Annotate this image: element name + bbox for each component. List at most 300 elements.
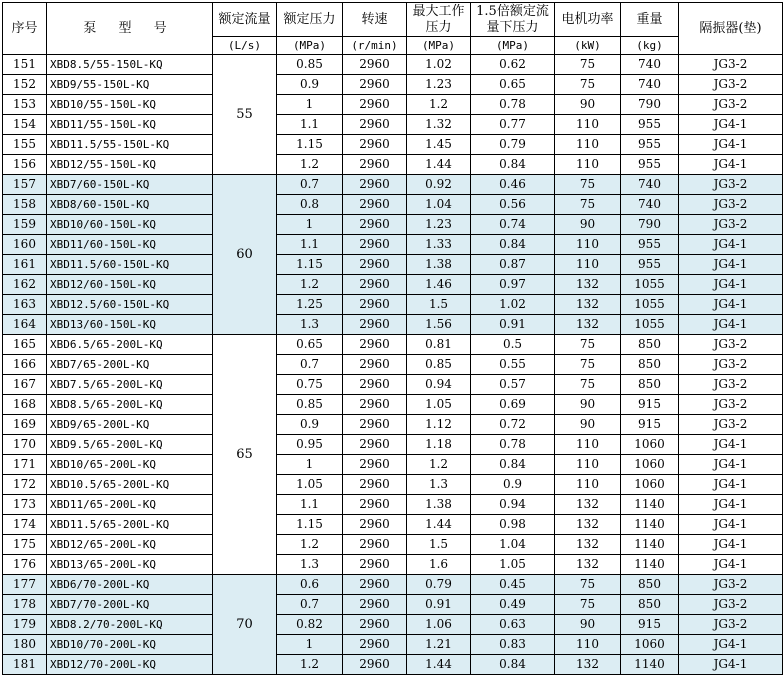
weight-cell: 1140 <box>621 535 679 555</box>
max-pressure-cell: 1.23 <box>407 75 471 95</box>
header-no: 序号 <box>3 3 47 55</box>
row-no-cell: 159 <box>3 215 47 235</box>
pressure-cell: 0.8 <box>277 195 343 215</box>
max-pressure-cell: 1.18 <box>407 435 471 455</box>
isolator-cell: JG4-1 <box>679 635 783 655</box>
model-cell: XBD10/55-150L-KQ <box>47 95 213 115</box>
unit-max-pressure: (MPa) <box>407 37 471 55</box>
speed-cell: 2960 <box>343 295 407 315</box>
isolator-cell: JG3-2 <box>679 615 783 635</box>
row-no-cell: 175 <box>3 535 47 555</box>
table-row <box>3 415 783 435</box>
row-no-cell: 158 <box>3 195 47 215</box>
pressure-cell: 0.6 <box>277 575 343 595</box>
weight-cell: 955 <box>621 115 679 135</box>
model-cell: XBD12/60-150L-KQ <box>47 275 213 295</box>
speed-cell: 2960 <box>343 255 407 275</box>
weight-cell: 1060 <box>621 635 679 655</box>
speed-cell: 2960 <box>343 235 407 255</box>
row-no-cell: 171 <box>3 455 47 475</box>
isolator-cell: JG3-2 <box>679 55 783 75</box>
pressure-cell: 0.85 <box>277 55 343 75</box>
weight-cell: 915 <box>621 415 679 435</box>
row-no-cell: 165 <box>3 335 47 355</box>
pressure-1-5-cell: 0.84 <box>471 235 555 255</box>
isolator-cell: JG4-1 <box>679 115 783 135</box>
isolator-cell: JG3-2 <box>679 95 783 115</box>
weight-cell: 1055 <box>621 315 679 335</box>
pressure-cell: 0.7 <box>277 175 343 195</box>
speed-cell: 2960 <box>343 355 407 375</box>
max-pressure-cell: 1.38 <box>407 495 471 515</box>
max-pressure-cell: 0.79 <box>407 575 471 595</box>
header-pressure-1-5: 1.5倍额定流量下压力 <box>471 3 555 37</box>
speed-cell: 2960 <box>343 175 407 195</box>
isolator-cell: JG3-2 <box>679 335 783 355</box>
header-weight: 重量 <box>621 3 679 37</box>
table-row <box>3 75 783 95</box>
power-cell: 75 <box>555 595 621 615</box>
weight-cell: 1060 <box>621 435 679 455</box>
pressure-cell: 1.3 <box>277 555 343 575</box>
row-no-cell: 179 <box>3 615 47 635</box>
pressure-1-5-cell: 0.65 <box>471 75 555 95</box>
speed-cell: 2960 <box>343 275 407 295</box>
power-cell: 110 <box>555 635 621 655</box>
max-pressure-cell: 1.56 <box>407 315 471 335</box>
speed-cell: 2960 <box>343 315 407 335</box>
model-cell: XBD10/60-150L-KQ <box>47 215 213 235</box>
weight-cell: 1140 <box>621 555 679 575</box>
flow-group-cell: 60 <box>213 175 277 335</box>
row-no-cell: 173 <box>3 495 47 515</box>
isolator-cell: JG4-1 <box>679 655 783 675</box>
table-row <box>3 55 783 75</box>
speed-cell: 2960 <box>343 515 407 535</box>
isolator-cell: JG4-1 <box>679 135 783 155</box>
row-no-cell: 162 <box>3 275 47 295</box>
header-model: 泵 型 号 <box>47 3 213 55</box>
weight-cell: 850 <box>621 575 679 595</box>
power-cell: 90 <box>555 615 621 635</box>
model-cell: XBD10.5/65-200L-KQ <box>47 475 213 495</box>
speed-cell: 2960 <box>343 335 407 355</box>
table-body <box>3 55 783 675</box>
row-no-cell: 156 <box>3 155 47 175</box>
row-no-cell: 164 <box>3 315 47 335</box>
max-pressure-cell: 1.05 <box>407 395 471 415</box>
isolator-cell: JG4-1 <box>679 515 783 535</box>
pressure-cell: 1.2 <box>277 155 343 175</box>
weight-cell: 1140 <box>621 655 679 675</box>
power-cell: 132 <box>555 315 621 335</box>
model-cell: XBD11/65-200L-KQ <box>47 495 213 515</box>
pressure-cell: 0.95 <box>277 435 343 455</box>
weight-cell: 915 <box>621 395 679 415</box>
power-cell: 110 <box>555 115 621 135</box>
isolator-cell: JG3-2 <box>679 355 783 375</box>
row-no-cell: 180 <box>3 635 47 655</box>
model-cell: XBD12/70-200L-KQ <box>47 655 213 675</box>
max-pressure-cell: 1.44 <box>407 515 471 535</box>
table-row <box>3 375 783 395</box>
header-flow: 额定流量 <box>213 3 277 37</box>
max-pressure-cell: 1.21 <box>407 635 471 655</box>
pressure-cell: 0.7 <box>277 355 343 375</box>
weight-cell: 740 <box>621 55 679 75</box>
model-cell: XBD11.5/65-200L-KQ <box>47 515 213 535</box>
pressure-cell: 0.82 <box>277 615 343 635</box>
power-cell: 75 <box>555 375 621 395</box>
pressure-cell: 1 <box>277 635 343 655</box>
pressure-1-5-cell: 0.62 <box>471 55 555 75</box>
table-row <box>3 495 783 515</box>
pressure-1-5-cell: 0.69 <box>471 395 555 415</box>
speed-cell: 2960 <box>343 55 407 75</box>
pressure-1-5-cell: 0.84 <box>471 455 555 475</box>
pressure-1-5-cell: 1.02 <box>471 295 555 315</box>
weight-cell: 1060 <box>621 455 679 475</box>
pressure-1-5-cell: 0.78 <box>471 95 555 115</box>
model-cell: XBD6.5/65-200L-KQ <box>47 335 213 355</box>
speed-cell: 2960 <box>343 575 407 595</box>
pressure-1-5-cell: 0.84 <box>471 155 555 175</box>
isolator-cell: JG4-1 <box>679 155 783 175</box>
speed-cell: 2960 <box>343 215 407 235</box>
speed-cell: 2960 <box>343 475 407 495</box>
pressure-cell: 1.1 <box>277 235 343 255</box>
max-pressure-cell: 1.44 <box>407 155 471 175</box>
max-pressure-cell: 1.44 <box>407 655 471 675</box>
row-no-cell: 181 <box>3 655 47 675</box>
power-cell: 132 <box>555 495 621 515</box>
speed-cell: 2960 <box>343 435 407 455</box>
row-no-cell: 161 <box>3 255 47 275</box>
model-cell: XBD7/70-200L-KQ <box>47 595 213 615</box>
isolator-cell: JG3-2 <box>679 575 783 595</box>
model-cell: XBD11/60-150L-KQ <box>47 235 213 255</box>
isolator-cell: JG3-2 <box>679 395 783 415</box>
pressure-cell: 1.2 <box>277 535 343 555</box>
pressure-cell: 0.7 <box>277 595 343 615</box>
pressure-1-5-cell: 0.55 <box>471 355 555 375</box>
header-isolator: 隔振器(垫) <box>679 3 783 55</box>
pressure-cell: 0.9 <box>277 415 343 435</box>
model-cell: XBD11.5/60-150L-KQ <box>47 255 213 275</box>
max-pressure-cell: 1.46 <box>407 275 471 295</box>
isolator-cell: JG4-1 <box>679 315 783 335</box>
model-cell: XBD9.5/65-200L-KQ <box>47 435 213 455</box>
flow-group-cell: 70 <box>213 575 277 675</box>
row-no-cell: 178 <box>3 595 47 615</box>
max-pressure-cell: 1.5 <box>407 295 471 315</box>
header-pressure: 额定压力 <box>277 3 343 37</box>
weight-cell: 850 <box>621 355 679 375</box>
table-row <box>3 215 783 235</box>
table-row <box>3 635 783 655</box>
table-row <box>3 95 783 115</box>
row-no-cell: 177 <box>3 575 47 595</box>
table-row <box>3 195 783 215</box>
pressure-cell: 1.1 <box>277 115 343 135</box>
row-no-cell: 152 <box>3 75 47 95</box>
weight-cell: 850 <box>621 375 679 395</box>
weight-cell: 955 <box>621 235 679 255</box>
isolator-cell: JG3-2 <box>679 415 783 435</box>
weight-cell: 790 <box>621 95 679 115</box>
model-cell: XBD10/65-200L-KQ <box>47 455 213 475</box>
table-row <box>3 595 783 615</box>
isolator-cell: JG3-2 <box>679 375 783 395</box>
max-pressure-cell: 1.45 <box>407 135 471 155</box>
power-cell: 75 <box>555 55 621 75</box>
isolator-cell: JG3-2 <box>679 595 783 615</box>
speed-cell: 2960 <box>343 95 407 115</box>
pressure-1-5-cell: 0.77 <box>471 115 555 135</box>
weight-cell: 740 <box>621 175 679 195</box>
model-cell: XBD9/55-150L-KQ <box>47 75 213 95</box>
pressure-1-5-cell: 0.57 <box>471 375 555 395</box>
max-pressure-cell: 1.3 <box>407 475 471 495</box>
header-speed: 转速 <box>343 3 407 37</box>
model-cell: XBD9/65-200L-KQ <box>47 415 213 435</box>
max-pressure-cell: 1.23 <box>407 215 471 235</box>
pressure-cell: 1.15 <box>277 135 343 155</box>
speed-cell: 2960 <box>343 655 407 675</box>
model-cell: XBD7/60-150L-KQ <box>47 175 213 195</box>
table-row <box>3 255 783 275</box>
isolator-cell: JG4-1 <box>679 435 783 455</box>
pressure-cell: 1 <box>277 455 343 475</box>
speed-cell: 2960 <box>343 555 407 575</box>
power-cell: 132 <box>555 275 621 295</box>
max-pressure-cell: 1.33 <box>407 235 471 255</box>
isolator-cell: JG4-1 <box>679 535 783 555</box>
pressure-cell: 1.15 <box>277 515 343 535</box>
table-row <box>3 615 783 635</box>
row-no-cell: 172 <box>3 475 47 495</box>
speed-cell: 2960 <box>343 135 407 155</box>
pressure-1-5-cell: 0.9 <box>471 475 555 495</box>
max-pressure-cell: 1.06 <box>407 615 471 635</box>
max-pressure-cell: 1.38 <box>407 255 471 275</box>
table-row <box>3 555 783 575</box>
power-cell: 110 <box>555 435 621 455</box>
pressure-1-5-cell: 0.97 <box>471 275 555 295</box>
pressure-cell: 1 <box>277 215 343 235</box>
weight-cell: 955 <box>621 135 679 155</box>
weight-cell: 1140 <box>621 515 679 535</box>
weight-cell: 740 <box>621 195 679 215</box>
table-row <box>3 535 783 555</box>
speed-cell: 2960 <box>343 375 407 395</box>
isolator-cell: JG3-2 <box>679 195 783 215</box>
pressure-1-5-cell: 0.5 <box>471 335 555 355</box>
row-no-cell: 174 <box>3 515 47 535</box>
pressure-1-5-cell: 0.63 <box>471 615 555 635</box>
isolator-cell: JG4-1 <box>679 495 783 515</box>
pressure-cell: 0.75 <box>277 375 343 395</box>
model-cell: XBD8.2/70-200L-KQ <box>47 615 213 635</box>
pressure-1-5-cell: 0.79 <box>471 135 555 155</box>
pressure-cell: 1.2 <box>277 655 343 675</box>
isolator-cell: JG3-2 <box>679 175 783 195</box>
max-pressure-cell: 1.04 <box>407 195 471 215</box>
model-cell: XBD13/60-150L-KQ <box>47 315 213 335</box>
isolator-cell: JG3-2 <box>679 75 783 95</box>
model-cell: XBD13/65-200L-KQ <box>47 555 213 575</box>
pressure-1-5-cell: 1.04 <box>471 535 555 555</box>
table-row <box>3 135 783 155</box>
power-cell: 110 <box>555 135 621 155</box>
power-cell: 90 <box>555 215 621 235</box>
header-power: 电机功率 <box>555 3 621 37</box>
row-no-cell: 166 <box>3 355 47 375</box>
flow-group-cell: 65 <box>213 335 277 575</box>
pressure-1-5-cell: 0.49 <box>471 595 555 615</box>
power-cell: 75 <box>555 195 621 215</box>
max-pressure-cell: 0.91 <box>407 595 471 615</box>
speed-cell: 2960 <box>343 155 407 175</box>
pressure-cell: 1.1 <box>277 495 343 515</box>
table-header <box>3 3 783 55</box>
table-row <box>3 575 783 595</box>
max-pressure-cell: 1.2 <box>407 455 471 475</box>
row-no-cell: 151 <box>3 55 47 75</box>
model-cell: XBD6/70-200L-KQ <box>47 575 213 595</box>
model-cell: XBD8.5/65-200L-KQ <box>47 395 213 415</box>
pressure-cell: 1.05 <box>277 475 343 495</box>
power-cell: 110 <box>555 155 621 175</box>
power-cell: 75 <box>555 575 621 595</box>
pressure-1-5-cell: 0.45 <box>471 575 555 595</box>
weight-cell: 850 <box>621 595 679 615</box>
table-row <box>3 475 783 495</box>
table-row <box>3 395 783 415</box>
model-cell: XBD8.5/55-150L-KQ <box>47 55 213 75</box>
table-row <box>3 295 783 315</box>
table-row <box>3 655 783 675</box>
speed-cell: 2960 <box>343 75 407 95</box>
unit-power: (kW) <box>555 37 621 55</box>
max-pressure-cell: 1.02 <box>407 55 471 75</box>
power-cell: 110 <box>555 455 621 475</box>
max-pressure-cell: 0.85 <box>407 355 471 375</box>
isolator-cell: JG4-1 <box>679 275 783 295</box>
pressure-1-5-cell: 0.78 <box>471 435 555 455</box>
weight-cell: 850 <box>621 335 679 355</box>
unit-pressure-1-5: (MPa) <box>471 37 555 55</box>
pressure-1-5-cell: 0.94 <box>471 495 555 515</box>
table-row <box>3 435 783 455</box>
row-no-cell: 160 <box>3 235 47 255</box>
max-pressure-cell: 1.32 <box>407 115 471 135</box>
weight-cell: 955 <box>621 255 679 275</box>
speed-cell: 2960 <box>343 455 407 475</box>
row-no-cell: 154 <box>3 115 47 135</box>
pressure-cell: 0.9 <box>277 75 343 95</box>
row-no-cell: 163 <box>3 295 47 315</box>
table-row <box>3 155 783 175</box>
row-no-cell: 168 <box>3 395 47 415</box>
power-cell: 90 <box>555 95 621 115</box>
pressure-1-5-cell: 0.56 <box>471 195 555 215</box>
max-pressure-cell: 0.81 <box>407 335 471 355</box>
max-pressure-cell: 1.5 <box>407 535 471 555</box>
power-cell: 110 <box>555 255 621 275</box>
isolator-cell: JG4-1 <box>679 255 783 275</box>
table-row <box>3 335 783 355</box>
max-pressure-cell: 0.92 <box>407 175 471 195</box>
model-cell: XBD12.5/60-150L-KQ <box>47 295 213 315</box>
weight-cell: 1140 <box>621 495 679 515</box>
weight-cell: 1055 <box>621 295 679 315</box>
speed-cell: 2960 <box>343 535 407 555</box>
pressure-1-5-cell: 0.46 <box>471 175 555 195</box>
table-row <box>3 235 783 255</box>
model-cell: XBD7.5/65-200L-KQ <box>47 375 213 395</box>
power-cell: 110 <box>555 235 621 255</box>
model-cell: XBD11.5/55-150L-KQ <box>47 135 213 155</box>
speed-cell: 2960 <box>343 635 407 655</box>
power-cell: 132 <box>555 515 621 535</box>
isolator-cell: JG4-1 <box>679 455 783 475</box>
row-no-cell: 169 <box>3 415 47 435</box>
unit-flow: (L/s) <box>213 37 277 55</box>
pressure-1-5-cell: 0.74 <box>471 215 555 235</box>
power-cell: 132 <box>555 535 621 555</box>
max-pressure-cell: 1.6 <box>407 555 471 575</box>
table-row <box>3 515 783 535</box>
row-no-cell: 155 <box>3 135 47 155</box>
table-row <box>3 315 783 335</box>
model-cell: XBD11/55-150L-KQ <box>47 115 213 135</box>
speed-cell: 2960 <box>343 495 407 515</box>
pressure-1-5-cell: 0.72 <box>471 415 555 435</box>
table-row <box>3 455 783 475</box>
row-no-cell: 153 <box>3 95 47 115</box>
power-cell: 110 <box>555 475 621 495</box>
weight-cell: 1060 <box>621 475 679 495</box>
pressure-1-5-cell: 0.84 <box>471 655 555 675</box>
row-no-cell: 176 <box>3 555 47 575</box>
pressure-1-5-cell: 0.83 <box>471 635 555 655</box>
header-max-pressure: 最大工作压力 <box>407 3 471 37</box>
max-pressure-cell: 1.12 <box>407 415 471 435</box>
speed-cell: 2960 <box>343 395 407 415</box>
power-cell: 90 <box>555 395 621 415</box>
pressure-cell: 1.3 <box>277 315 343 335</box>
model-cell: XBD12/55-150L-KQ <box>47 155 213 175</box>
pressure-cell: 0.85 <box>277 395 343 415</box>
pressure-1-5-cell: 0.98 <box>471 515 555 535</box>
speed-cell: 2960 <box>343 415 407 435</box>
pressure-cell: 1.25 <box>277 295 343 315</box>
weight-cell: 915 <box>621 615 679 635</box>
isolator-cell: JG4-1 <box>679 475 783 495</box>
model-cell: XBD10/70-200L-KQ <box>47 635 213 655</box>
model-cell: XBD7/65-200L-KQ <box>47 355 213 375</box>
flow-group-cell: 55 <box>213 55 277 175</box>
pressure-cell: 1.2 <box>277 275 343 295</box>
row-no-cell: 170 <box>3 435 47 455</box>
table-row <box>3 355 783 375</box>
power-cell: 75 <box>555 355 621 375</box>
pressure-cell: 1.15 <box>277 255 343 275</box>
power-cell: 90 <box>555 415 621 435</box>
pressure-cell: 0.65 <box>277 335 343 355</box>
power-cell: 132 <box>555 555 621 575</box>
